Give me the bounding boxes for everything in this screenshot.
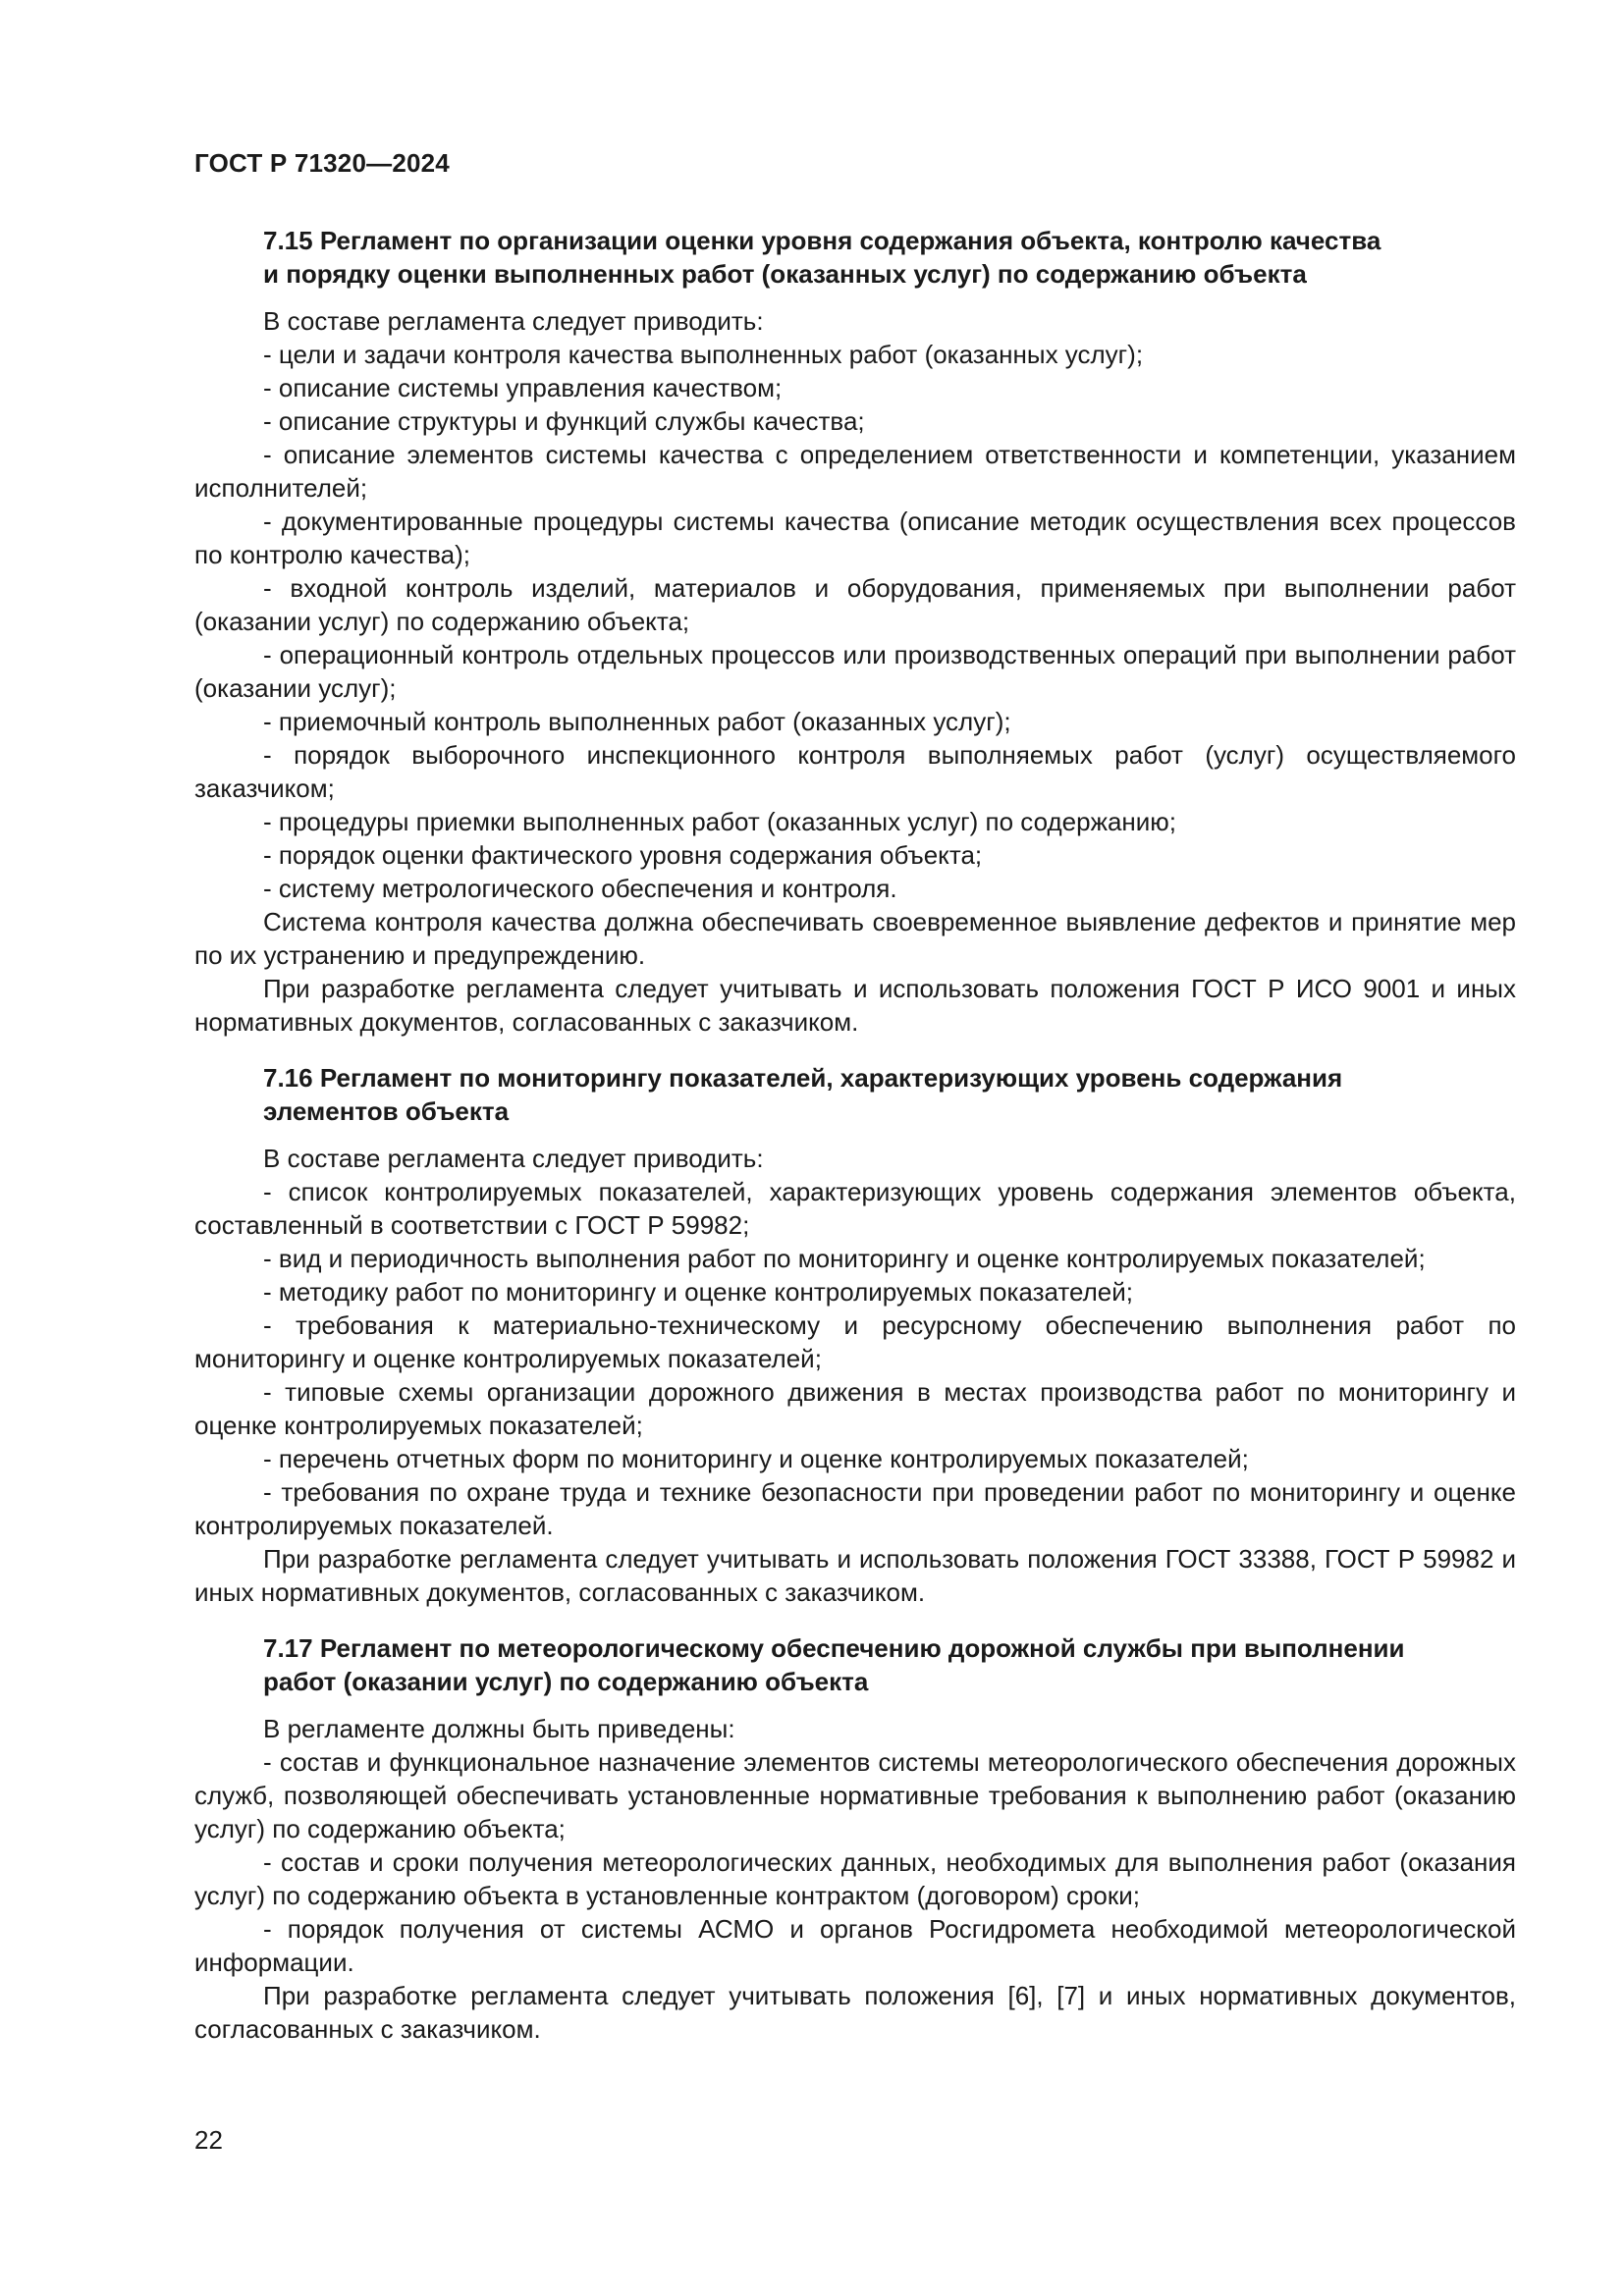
- list-item: - описание структуры и функций службы качества;: [263, 406, 865, 436]
- section-7-17: [194, 1631, 1516, 2046]
- document-body: [194, 224, 1516, 2068]
- section-7-15: [194, 224, 1516, 1039]
- section-7-16: [194, 1061, 1516, 1609]
- section-title-line: работ (оказании услуг) по содержанию объекта: [263, 1667, 869, 1696]
- list-item: - документированные процедуры системы качества (описание методик осуществления всех процессов по контролю качества);: [194, 507, 1516, 569]
- section-title-line: 7.15 Регламент по организации оценки уровня содержания объекта, контролю качества: [263, 226, 1381, 255]
- list-item: - типовые схемы организации дорожного движения в местах производства работ по мониторингу и оценке контролируемых показателей;: [194, 1377, 1516, 1440]
- list-item: - входной контроль изделий, материалов и оборудования, применяемых при выполнении работ (оказании услуг) по содержанию объекта;: [194, 573, 1516, 636]
- list-item: - методику работ по мониторингу и оценке контролируемых показателей;: [263, 1277, 1133, 1307]
- list-item: - операционный контроль отдельных процессов или производственных операций при выполнении работ (оказании услуг);: [194, 640, 1516, 703]
- list-item: - приемочный контроль выполненных работ (оказанных услуг);: [263, 707, 1011, 736]
- list-item: - перечень отчетных форм по мониторингу и оценке контролируемых показателей;: [263, 1444, 1249, 1473]
- paragraph: При разработке регламента следует учитывать и использовать положения ГОСТ Р ИСО 9001 и иных нормативных документов, согласованных с заказчиком.: [194, 974, 1516, 1037]
- list-item: - требования к материально-техническому и ресурсному обеспечению выполнения работ по мониторингу и оценке контролируемых показателей;: [194, 1310, 1516, 1373]
- list-item: - порядок получения от системы АСМО и органов Росгидромета необходимой метеорологической информации.: [194, 1914, 1516, 1977]
- paragraph: В составе регламента следует приводить:: [263, 306, 764, 336]
- list-item: - состав и сроки получения метеорологических данных, необходимых для выполнения работ (оказания услуг) по содержанию объекта в установленные контрактом (договором) сроки;: [194, 1847, 1516, 1910]
- list-item: - процедуры приемки выполненных работ (оказанных услуг) по содержанию;: [263, 807, 1177, 836]
- section-title-line: элементов объекта: [263, 1096, 510, 1126]
- section-title-line: 7.16 Регламент по мониторингу показателей, характеризующих уровень содержания: [263, 1063, 1343, 1093]
- section-title-line: и порядку оценки выполненных работ (оказанных услуг) по содержанию объекта: [263, 259, 1307, 289]
- section-title: [194, 1061, 1516, 1128]
- paragraph: В регламенте должны быть приведены:: [263, 1714, 735, 1743]
- list-item: - список контролируемых показателей, характеризующих уровень содержания элементов объекта, составленный в соответствии с ГОСТ Р 59982;: [194, 1177, 1516, 1240]
- list-item: - вид и периодичность выполнения работ по мониторингу и оценке контролируемых показателей;: [263, 1244, 1426, 1273]
- list-item: - требования по охране труда и технике безопасности при проведении работ по мониторингу и оценке контролируемых показателей.: [194, 1477, 1516, 1540]
- list-item: - описание элементов системы качества с определением ответственности и компетенции, указанием исполнителей;: [194, 440, 1516, 503]
- list-item: - цели и задачи контроля качества выполненных работ (оказанных услуг);: [263, 340, 1144, 369]
- list-item: - систему метрологического обеспечения и контроля.: [263, 874, 897, 903]
- list-item: - состав и функциональное назначение элементов системы метеорологического обеспечения дорожных служб, позволяющей обеспечивать установленные нормативные требования к выполнению работ (оказанию услуг) по содержанию объекта;: [194, 1747, 1516, 1843]
- section-title: [194, 1631, 1516, 1698]
- list-item: - описание системы управления качеством;: [263, 373, 783, 402]
- page-number: 22: [194, 2125, 223, 2155]
- document-header: ГОСТ Р 71320—2024: [194, 148, 450, 178]
- paragraph: При разработке регламента следует учитывать положения [6], [7] и иных нормативных документов, согласованных с заказчиком.: [194, 1981, 1516, 2044]
- section-title-line: 7.17 Регламент по метеорологическому обеспечению дорожной службы при выполнении: [263, 1633, 1405, 1663]
- section-title: [194, 224, 1516, 291]
- paragraph: Система контроля качества должна обеспечивать своевременное выявление дефектов и принятие мер по их устранению и предупреждению.: [194, 907, 1516, 970]
- paragraph: При разработке регламента следует учитывать и использовать положения ГОСТ 33388, ГОСТ Р 59982 и иных нормативных документов, согласованных с заказчиком.: [194, 1544, 1516, 1607]
- list-item: - порядок выборочного инспекционного контроля выполняемых работ (услуг) осуществляемого заказчиком;: [194, 740, 1516, 803]
- paragraph: В составе регламента следует приводить:: [263, 1144, 764, 1173]
- list-item: - порядок оценки фактического уровня содержания объекта;: [263, 840, 983, 870]
